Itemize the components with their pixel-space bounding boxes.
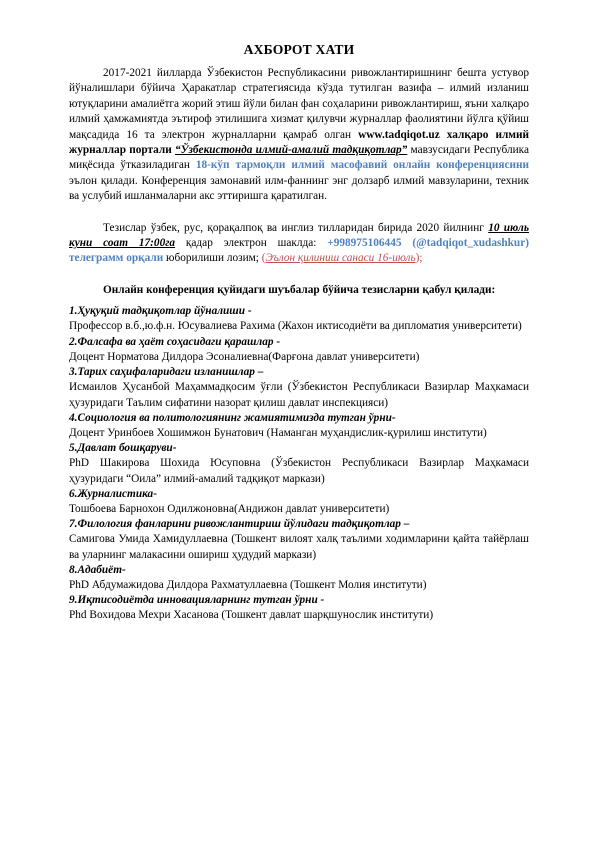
section-body: Самигова Умида Хамидуллаевна (Тошкент вилоят халқ таълими ходимларини қайта тайёрлаш ва уларнинг малакасини ошириш ҳудудий маркази) <box>69 533 529 561</box>
section-body: Тошбоева Барнохон Одилжоновна(Андижон давлат университети) <box>69 502 390 515</box>
sections-heading: Онлайн конференция қуйидаги шуъбалар бўйича тезисларни қабул қилади: <box>103 283 496 296</box>
portal-link[interactable]: www.tadqiqot.uz халқаро илмий журналлар портали <box>69 128 529 157</box>
section-body: Доцент Уринбоев Хошимжон Бунатович (Наманган муҳандислик-қурилиш институти) <box>69 426 487 439</box>
section-title: 5.Давлат бошқаруви- <box>69 442 177 455</box>
section-body: Phd Вохидова Мехри Хасанова (Тошкент давлат шарқшунослик институти) <box>69 609 434 622</box>
section-body: Доцент Норматова Дилдора Эсоналиевна(Фарғона давлат университети) <box>69 350 420 363</box>
paren-close: ); <box>415 252 423 265</box>
section-title: 1.Ҳуқуқий тадқиқотлар йўналиши - <box>69 305 252 318</box>
section-title: 3.Тарих саҳифаларидаги изланишлар – <box>69 366 264 379</box>
section-title: 8.Адабиёт- <box>69 563 126 576</box>
section-title: 4.Социология ва политологиянинг жамиятимизда тутган ўрни- <box>69 411 396 424</box>
paren-open: ( <box>261 252 266 265</box>
section-title: 7.Филология фанларини ривожлантириш йўлидаги тадқиқотлар – <box>69 518 410 531</box>
deadline-text-3: юборилиши лозим; <box>163 252 262 265</box>
section-title: 9.Иқтисодиётда инновацияларнинг тутган ўрни - <box>69 594 325 607</box>
sections-list <box>69 304 529 623</box>
section-title: 2.Фалсафа ва ҳаёт соҳасидаги қарашлар - <box>69 335 281 348</box>
telegram-contact[interactable]: +998975106445 (@tadqiqot_xudashkur) телеграмм орқали <box>69 237 529 265</box>
section-title: 6.Журналистика- <box>69 487 157 500</box>
conference-topic: “Ўзбекистонда илмий-амалий тадқиқотлар” <box>175 144 408 157</box>
intro-paragraph <box>69 66 529 205</box>
page-title: АХБОРОТ ХАТИ <box>243 42 355 57</box>
section-body: Исмаилов Ҳусанбой Маҳаммадқосим ўғли (Ўзбекистон Республикаси Вазирлар Маҳкамаси ҳузуридаги Таълим сифатини назорат қилиш давлат инспекцияси) <box>69 381 529 409</box>
deadline-paragraph <box>69 221 529 267</box>
intro-text-3: эълон қилади. Конференция замонавий илм-фаннинг энг долзарб илмий мавзуларини, техник ва услубий ишланмаларни акс эттиришга қаратилган. <box>69 174 529 203</box>
deadline-date: 10 июль куни соат 17:00га <box>69 221 529 250</box>
section-body: Профессор в.б.,ю.ф.н. Юсувалиева Рахима (Жахон иктисодиёти ва дипломатия университети) <box>69 320 522 333</box>
intro-text-2: мавзусидаги Республика миқёсида ўтказиладиган <box>69 144 530 172</box>
deadline-text-2: қадар электрон шаклда: <box>175 237 328 250</box>
conference-event: 18-кўп тармоқли илмий масофавий онлайн конференциясини <box>195 159 530 172</box>
deadline-text: Тезислар ўзбек, рус, қорақалпоқ ва инглиз тилларидан бирида 2020 йилнинг <box>103 221 489 234</box>
section-body: PhD Абдумажидова Дилдора Рахматуллаевна (Тошкент Молия институти) <box>69 578 427 591</box>
announcement-date: Эълон қилиниш санаси 16-июль <box>265 252 416 265</box>
intro-text: 2017-2021 йилларда Ўзбекистон Республикасини ривожлантиришнинг бешта устувор йўналишлари бўйича Ҳаракатлар стратегиясида кўзда тутилган вазифа – илмий изланиш ютуқларини амалиётга жорий этиш йўли билан фан соҳаларини ривожлантириш, яъни халқаро илмий ҳамжамиятда эътироф этилишига хизмат қилувчи журналлар фаолиятини йўлга қўйиш мақсадида 16 та электрон журналларни қамраб олган <box>69 67 529 141</box>
section-body: PhD Шакирова Шохида Юсуповна (Ўзбекистон Республикаси Вазирлар Маҳкамаси ҳузуридаги “Оила” илмий-амалий тадқиқот маркази) <box>69 457 529 485</box>
